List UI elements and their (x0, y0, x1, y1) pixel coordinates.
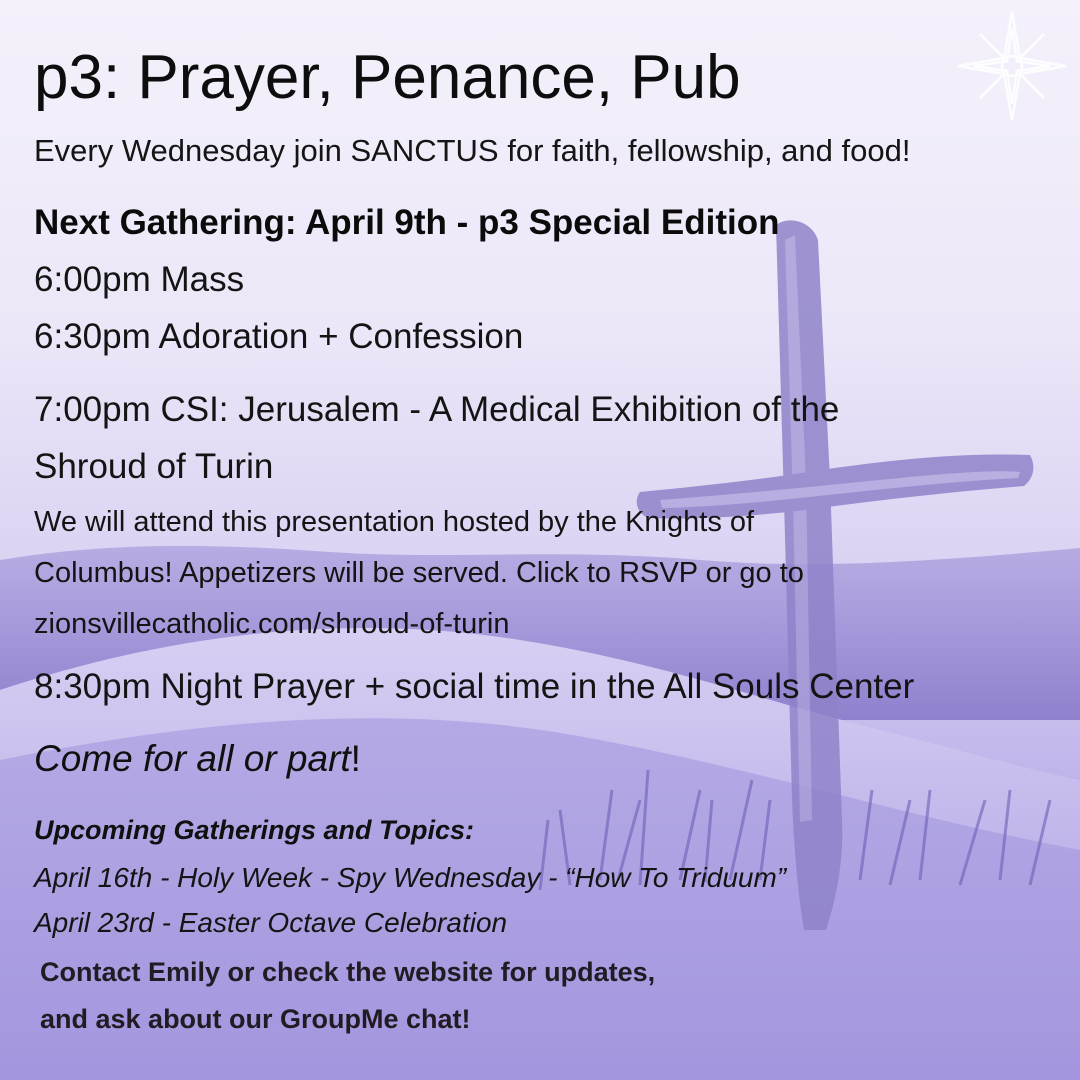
description-line-2[interactable]: Columbus! Appetizers will be served. Click to RSVP or go to (34, 557, 804, 589)
schedule-csi-line-2: Shroud of Turin (34, 447, 274, 486)
come-for-all-or-part (34, 738, 361, 780)
next-gathering-heading: Next Gathering: April 9th - p3 Special Edition (34, 203, 780, 242)
compass-star-icon (952, 6, 1072, 126)
poster-title: p3: Prayer, Penance, Pub (34, 43, 741, 112)
upcoming-item: April 16th - Holy Week - Spy Wednesday - “How To Triduum” (34, 862, 787, 893)
schedule-night-prayer: 8:30pm Night Prayer + social time in the All Souls Center (34, 667, 915, 706)
upcoming-item: April 23rd - Easter Octave Celebration (34, 907, 508, 938)
contact-line-1: Contact Emily or check the website for updates, (40, 957, 656, 987)
description-line-1: We will attend this presentation hosted by the Knights of (34, 506, 755, 538)
contact-line-2: and ask about our GroupMe chat! (40, 1004, 471, 1034)
schedule-adoration: 6:30pm Adoration + Confession (34, 317, 524, 356)
come-punct: ! (350, 738, 361, 779)
rsvp-link[interactable]: zionsvillecatholic.com/shroud-of-turin (34, 608, 510, 640)
schedule-csi-line-1: 7:00pm CSI: Jerusalem - A Medical Exhibition of the (34, 390, 840, 429)
tagline: Every Wednesday join SANCTUS for faith, fellowship, and food! (34, 133, 911, 168)
schedule-mass: 6:00pm Mass (34, 260, 245, 299)
upcoming-heading: Upcoming Gatherings and Topics: (34, 815, 475, 845)
come-text: Come for all or part (34, 738, 351, 779)
